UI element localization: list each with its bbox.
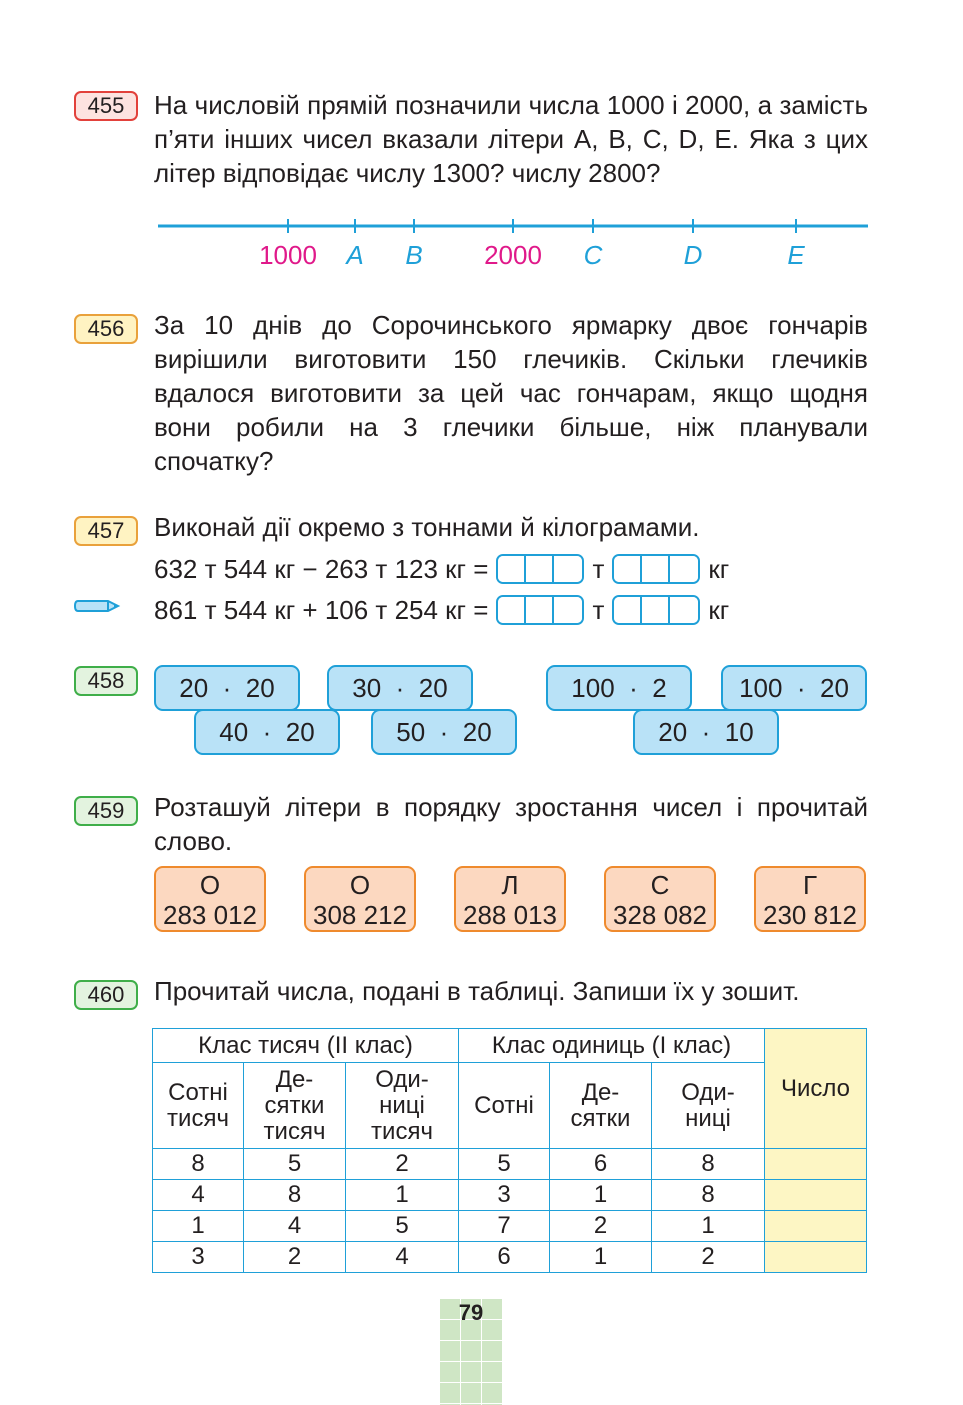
number-line — [158, 210, 870, 280]
table-cell: 5 — [244, 1149, 346, 1180]
number-answer-cell[interactable] — [765, 1180, 867, 1211]
table-row — [153, 1180, 867, 1211]
card-letter: О — [349, 870, 371, 900]
task-459-text: Розташуй літери в порядку зростання чисел і прочитай слово. — [154, 792, 868, 856]
table-cell: 1 — [346, 1180, 459, 1211]
table-cell: 1 — [652, 1211, 765, 1242]
card-value: 283 012 — [163, 900, 257, 930]
card-value: 308 212 — [313, 900, 407, 930]
expression-card: 100 · 20 — [721, 665, 867, 711]
task-number-456: 456 — [74, 314, 138, 344]
table-cell: 1 — [550, 1180, 652, 1211]
card-letter: Л — [501, 870, 519, 900]
equation-2: 861 т 544 кг + 106 т 254 кг = — [154, 595, 489, 625]
table-cell: 6 — [550, 1149, 652, 1180]
task-457-text: Виконай дії окремо з тоннами й кілограмами. — [154, 512, 700, 542]
class-units-header: Клас одиниць (I клас) — [459, 1029, 765, 1063]
number-line-label: E — [787, 240, 805, 270]
pencil-icon — [74, 596, 122, 616]
table-cell: 3 — [459, 1180, 550, 1211]
number-answer-cell[interactable] — [765, 1211, 867, 1242]
task-number-455: 455 — [74, 91, 138, 121]
number-table — [152, 1028, 867, 1273]
table-cell: 1 — [550, 1242, 652, 1273]
table-cell: 1 — [153, 1211, 244, 1242]
subheader-ten-thousands: Де- сятки тисяч — [244, 1063, 346, 1149]
table-cell: 2 — [244, 1242, 346, 1273]
unit-t-2: т — [592, 595, 605, 625]
card-value: 230 812 — [763, 900, 857, 930]
card-letter: С — [650, 870, 670, 900]
card-value: 288 013 — [463, 900, 557, 930]
unit-kg-1: кг — [708, 554, 730, 584]
table-cell: 8 — [652, 1180, 765, 1211]
equation-1: 632 т 544 кг − 263 т 123 кг = — [154, 554, 489, 584]
table-row — [153, 1149, 867, 1180]
task-number-460: 460 — [74, 980, 138, 1010]
table-row — [153, 1242, 867, 1273]
subheader-units: Оди- ниці — [652, 1063, 765, 1149]
equation-row-2 — [154, 593, 729, 627]
task-number-459: 459 — [74, 796, 138, 826]
expression-card: 40 · 20 — [194, 709, 340, 755]
equation-row-1 — [154, 552, 729, 586]
answer-tons-1[interactable] — [496, 554, 584, 584]
letter-card — [304, 866, 416, 932]
number-line-label: 2000 — [484, 240, 542, 270]
expression-card: 50 · 20 — [371, 709, 517, 755]
number-answer-cell[interactable] — [765, 1242, 867, 1273]
task-455-text: На числовій прямій позначили числа 1000 і 2000, а замість п’яти інших чисел вказали літери A, B, C, D, E. Яка з цих літер відповідає числу 1300? числу 2800? — [154, 90, 868, 188]
card-value: 328 082 — [613, 900, 707, 930]
number-line-label: 1000 — [259, 240, 317, 270]
number-line-label: B — [405, 240, 423, 270]
letter-card — [604, 866, 716, 932]
subheader-unit-thousands: Оди- ниці тисяч — [346, 1063, 459, 1149]
answer-kg-1[interactable] — [612, 554, 700, 584]
table-cell: 5 — [346, 1211, 459, 1242]
table-cell: 6 — [459, 1242, 550, 1273]
letter-card — [754, 866, 866, 932]
number-answer-cell[interactable] — [765, 1149, 867, 1180]
table-cell: 8 — [244, 1180, 346, 1211]
table-cell: 3 — [153, 1242, 244, 1273]
task-number-458: 458 — [74, 666, 138, 696]
expression-card: 30 · 20 — [327, 665, 473, 711]
table-cell: 8 — [153, 1149, 244, 1180]
subheader-tens: Де- сятки — [550, 1063, 652, 1149]
letter-card — [154, 866, 266, 932]
table-cell: 5 — [459, 1149, 550, 1180]
answer-kg-2[interactable] — [612, 595, 700, 625]
task-number-457: 457 — [74, 516, 138, 546]
table-cell: 4 — [244, 1211, 346, 1242]
unit-kg-2: кг — [708, 595, 730, 625]
answer-tons-2[interactable] — [496, 595, 584, 625]
number-line-label: D — [683, 240, 703, 270]
unit-t-1: т — [592, 554, 605, 584]
task-460-text: Прочитай числа, подані в таблиці. Запиши їх у зошит. — [154, 976, 800, 1006]
page-number: 79 — [458, 1300, 484, 1325]
number-line-label: C — [583, 240, 603, 270]
table-cell: 2 — [652, 1242, 765, 1273]
table-cell: 2 — [346, 1149, 459, 1180]
expression-card: 100 · 2 — [546, 665, 692, 711]
table-row — [153, 1211, 867, 1242]
number-line-label: A — [346, 240, 364, 270]
card-letter: Г — [802, 870, 818, 900]
table-cell: 8 — [652, 1149, 765, 1180]
table-cell: 7 — [459, 1211, 550, 1242]
expression-card: 20 · 10 — [633, 709, 779, 755]
subheader-hundred-thousands: Сотні тисяч — [153, 1063, 244, 1149]
card-letter: О — [199, 870, 221, 900]
class-thousands-header: Клас тисяч (II клас) — [153, 1029, 459, 1063]
subheader-hundreds: Сотні — [459, 1063, 550, 1149]
table-cell: 4 — [346, 1242, 459, 1273]
table-cell: 2 — [550, 1211, 652, 1242]
number-column-header: Число — [765, 1029, 867, 1149]
letter-card — [454, 866, 566, 932]
table-cell: 4 — [153, 1180, 244, 1211]
expression-card: 20 · 20 — [154, 665, 300, 711]
task-456-text: За 10 днів до Сорочинського ярмарку двоє гончарів вирішили виготовити 150 глечиків. Скільки глечиків вдалося виготовити за цей час гончарам, якщо щодня вони робили на 3 глечики більше, ніж планували спочатку? — [154, 310, 868, 476]
